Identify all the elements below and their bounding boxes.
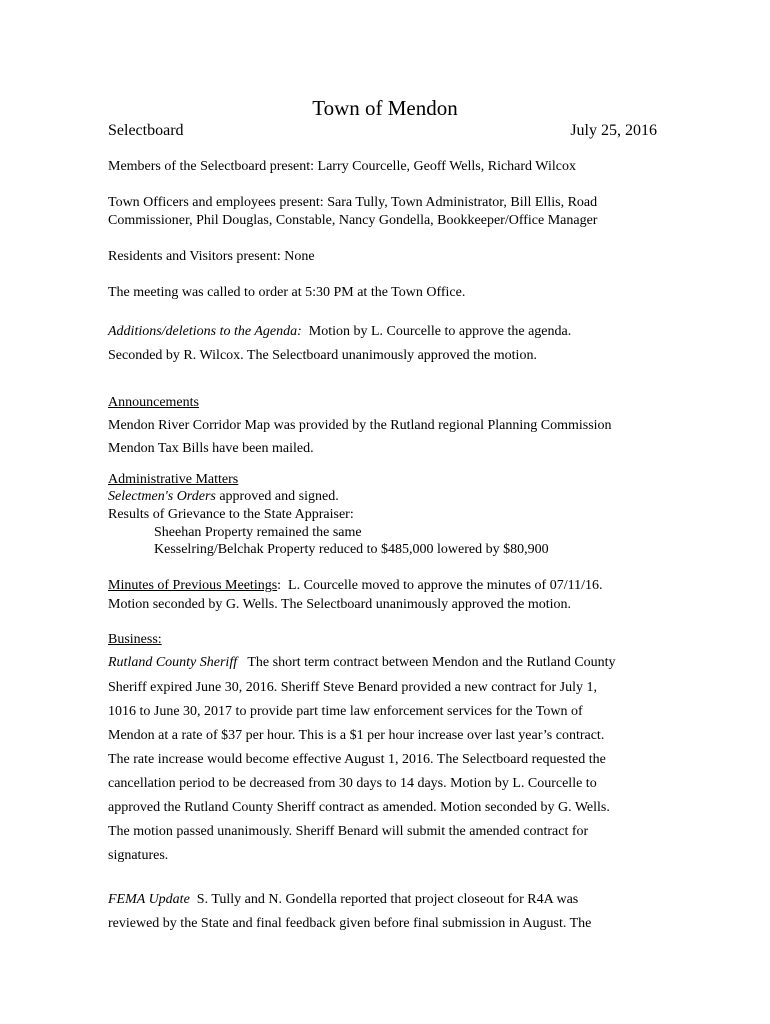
residents-present: Residents and Visitors present: None [108, 249, 315, 264]
sheriff-line1 [108, 654, 616, 672]
selectmen-orders-label: Selectmen's Orders [108, 489, 216, 504]
announcements-heading: Announcements [108, 395, 199, 410]
minutes-line1 [108, 577, 602, 595]
sheriff-line: signatures. [108, 848, 169, 863]
admin-heading: Administrative Matters [108, 472, 239, 487]
fema-line1 [108, 891, 578, 909]
sheriff-line: The rate increase would become effective August 1, 2016. The Selectboard requested the [108, 752, 606, 767]
agenda-label: Additions/deletions to the Agenda: [108, 324, 302, 339]
selectmen-orders [108, 488, 339, 506]
announcement-item: Mendon River Corridor Map was provided by the Rutland regional Planning Commission [108, 418, 612, 433]
agenda-line1 [108, 323, 571, 341]
sheriff-line: 1016 to June 30, 2017 to provide part time law enforcement services for the Town of [108, 704, 583, 719]
sheriff-label: Rutland County Sheriff [108, 655, 238, 670]
fema-label: FEMA Update [108, 892, 190, 907]
selectmen-orders-text: approved and signed. [215, 489, 339, 504]
officers-present-line1: Town Officers and employees present: Sara Tully, Town Administrator, Bill Ellis, Road [108, 195, 598, 210]
minutes-line1-text: : L. Courcelle moved to approve the minutes of 07/11/16. [277, 578, 603, 593]
sheriff-line: approved the Rutland County Sheriff contract as amended. Motion seconded by G. Wells. [108, 800, 610, 815]
fema-line2: reviewed by the State and final feedback given before final submission in August. The [108, 916, 592, 931]
sheriff-line: cancellation period to be decreased from 30 days to 14 days. Motion by L. Courcelle to [108, 776, 597, 791]
sheriff-line: Mendon at a rate of $37 per hour. This is a $1 per hour increase over last year’s contract. [108, 728, 605, 743]
grievance-item: Kesselring/Belchak Property reduced to $485,000 lowered by $80,900 [154, 542, 549, 557]
call-to-order: The meeting was called to order at 5:30 PM at the Town Office. [108, 285, 466, 300]
minutes-label: Minutes of Previous Meetings [108, 578, 278, 593]
meeting-date: July 25, 2016 [570, 122, 657, 139]
minutes-line2: Motion seconded by G. Wells. The Selectboard unanimously approved the motion. [108, 597, 571, 612]
grievance-results: Results of Grievance to the State Appraiser: [108, 507, 354, 522]
sheriff-line1-text: The short term contract between Mendon and the Rutland County [237, 655, 616, 670]
agenda-line1-text: Motion by L. Courcelle to approve the agenda. [301, 324, 572, 339]
officers-present-line2: Commissioner, Phil Douglas, Constable, Nancy Gondella, Bookkeeper/Office Manager [108, 213, 598, 228]
agenda-line2: Seconded by R. Wilcox. The Selectboard unanimously approved the motion. [108, 348, 537, 363]
board-name: Selectboard [108, 122, 184, 139]
fema-line1-text: S. Tully and N. Gondella reported that project closeout for R4A was [189, 892, 579, 907]
sheriff-line: The motion passed unanimously. Sheriff Benard will submit the amended contract for [108, 824, 589, 839]
business-heading: Business: [108, 632, 162, 647]
announcement-item: Mendon Tax Bills have been mailed. [108, 441, 314, 456]
page-title: Town of Mendon [312, 96, 458, 120]
members-present: Members of the Selectboard present: Larry Courcelle, Geoff Wells, Richard Wilcox [108, 159, 576, 174]
sheriff-line: Sheriff expired June 30, 2016. Sheriff Steve Benard provided a new contract for July 1, [108, 680, 597, 695]
grievance-item: Sheehan Property remained the same [154, 525, 362, 540]
